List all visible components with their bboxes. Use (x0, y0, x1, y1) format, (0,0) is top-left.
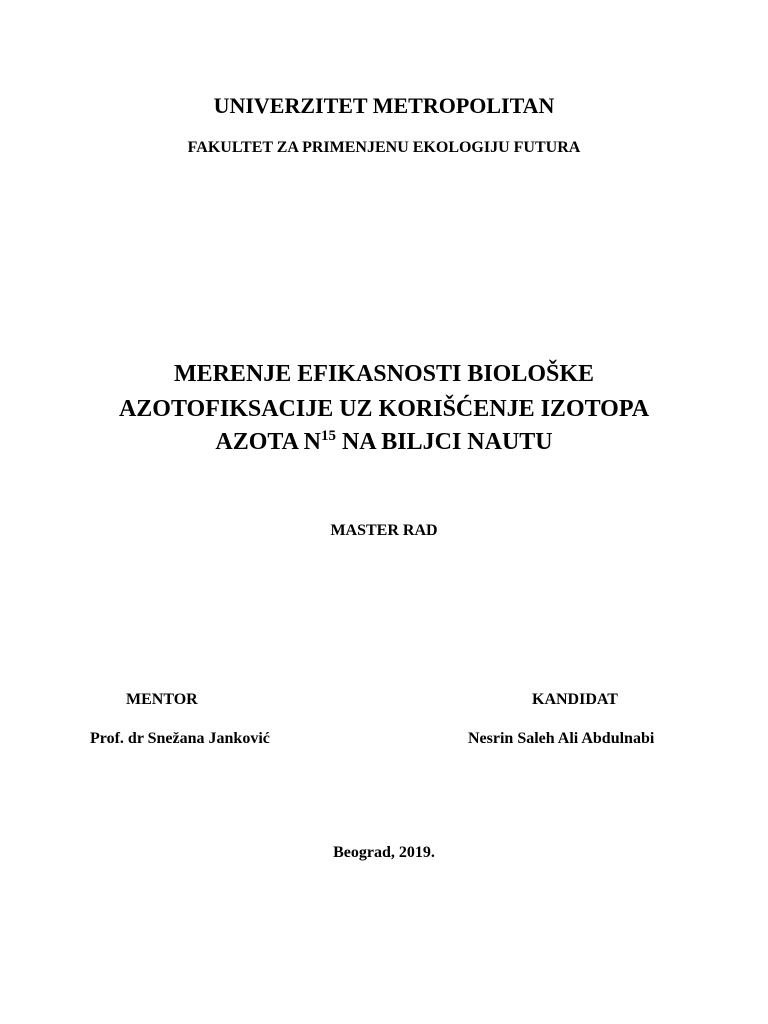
university-name: UNIVERZITET METROPOLITAN (213, 93, 555, 118)
candidate-name: Nesrin Saleh Ali Abdulnabi (468, 730, 655, 747)
candidate-label: KANDIDAT (532, 691, 618, 708)
mentor-label: MENTOR (126, 691, 198, 708)
faculty-name: FAKULTET ZA PRIMENJENU EKOLOGIJU FUTURA (187, 139, 581, 156)
title-line-1: MERENJE EFIKASNOSTI BIOLOŠKE (173, 361, 595, 387)
isotope-superscript: 15 (320, 428, 336, 444)
title-line-3-suffix: NA BILJCI NAUTU (335, 429, 553, 455)
mentor-name: Prof. dr Snežana Janković (90, 730, 270, 747)
title-line-3-prefix: AZOTA N (215, 429, 321, 455)
title-line-3 (0, 425, 768, 459)
place-date: Beograd, 2019. (333, 844, 435, 861)
title-line-2: AZOTOFIKSACIJE UZ KORIŠĆENJE IZOTOPA (118, 396, 650, 422)
work-type: MASTER RAD (330, 522, 438, 539)
